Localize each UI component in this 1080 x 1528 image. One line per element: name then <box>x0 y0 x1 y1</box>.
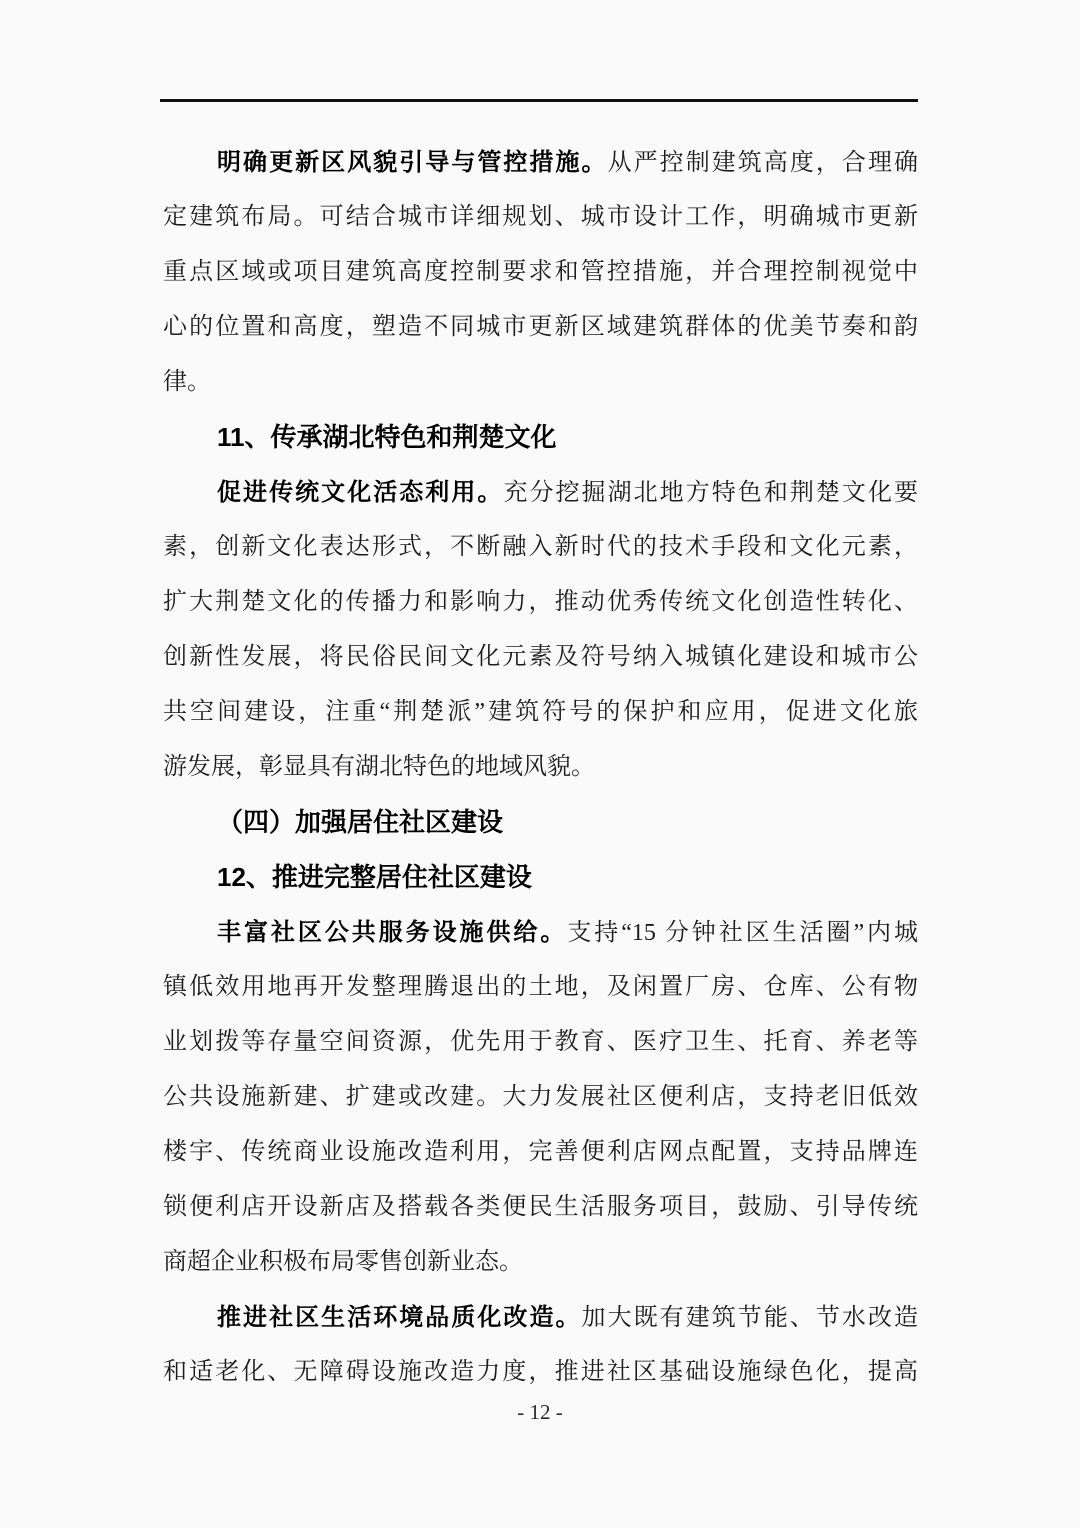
text-line <box>163 1290 918 1345</box>
document-page <box>163 0 918 1400</box>
text-line <box>163 135 918 190</box>
text-line <box>163 1125 918 1180</box>
text-line <box>163 905 918 960</box>
heading-section-11 <box>163 410 918 465</box>
text-line <box>163 1180 918 1235</box>
heading-text: （四）加强居住社区建设 <box>217 807 504 837</box>
line-text: 和适老化、无障碍设施改造力度，推进社区基础设施绿色化，提高 <box>163 1359 918 1385</box>
heading-text: 11、传承湖北特色和荆楚文化 <box>217 422 557 452</box>
lead-in-bold: 明确更新区风貌引导与管控措施。 <box>217 149 608 176</box>
line-text: 业划拨等存量空间资源，优先用于教育、医疗卫生、托育、养老等 <box>163 1029 918 1055</box>
line-text: 商超企业积极布局零售创新业态。 <box>163 1249 523 1275</box>
text-line <box>163 520 918 575</box>
line-text: 心的位置和高度，塑造不同城市更新区域建筑群体的优美节奏和韵 <box>163 314 918 340</box>
line-text: 定建筑布局。可结合城市详细规划、城市设计工作，明确城市更新 <box>163 204 918 230</box>
text-line <box>163 1070 918 1125</box>
text-line <box>163 355 918 410</box>
lead-in-bold: 推进社区生活环境品质化改造。 <box>217 1304 582 1331</box>
heading-subsection-4 <box>163 795 918 850</box>
line-text: 扩大荆楚文化的传播力和影响力，推动优秀传统文化创造性转化、 <box>163 589 918 615</box>
heading-text: 12、推进完整居住社区建设 <box>217 862 532 892</box>
page-number: - 12 - <box>517 1400 563 1424</box>
line-text: 加大既有建筑节能、节水改造 <box>581 1305 919 1331</box>
text-line <box>163 300 918 355</box>
line-text: 游发展，彰显具有湖北特色的地域风貌。 <box>163 754 595 780</box>
lead-in-bold: 促进传统文化活态利用。 <box>217 479 504 506</box>
text-line <box>163 575 918 630</box>
line-text: 创新性发展，将民俗民间文化元素及符号纳入城镇化建设和城市公 <box>163 644 918 670</box>
text-line <box>163 190 918 245</box>
line-text: 共空间建设，注重“荆楚派”建筑符号的保护和应用，促进文化旅 <box>163 699 918 725</box>
text-line <box>163 245 918 300</box>
heading-section-12 <box>163 850 918 905</box>
header-rule <box>160 99 918 102</box>
line-text: 镇低效用地再开发整理腾退出的土地，及闲置厂房、仓库、公有物 <box>163 974 918 1000</box>
line-text: 支持“15 分钟社区生活圈”内城 <box>567 920 919 946</box>
line-text: 律。 <box>163 369 211 395</box>
line-text: 公共设施新建、扩建或改建。大力发展社区便利店，支持老旧低效 <box>163 1084 918 1110</box>
document-body <box>163 135 918 1400</box>
line-text: 从严控制建筑高度，合理确 <box>607 150 919 176</box>
text-line <box>163 1235 918 1290</box>
line-text: 素，创新文化表达形式，不断融入新时代的技术手段和文化元素， <box>163 534 918 560</box>
text-line <box>163 465 918 520</box>
text-line <box>163 630 918 685</box>
text-line <box>163 685 918 740</box>
text-line <box>163 740 918 795</box>
text-line <box>163 1015 918 1070</box>
text-line <box>163 960 918 1015</box>
line-text: 重点区域或项目建筑高度控制要求和管控措施，并合理控制视觉中 <box>163 259 918 285</box>
line-text: 楼宇、传统商业设施改造利用，完善便利店网点配置，支持品牌连 <box>163 1139 918 1165</box>
lead-in-bold: 丰富社区公共服务设施供给。 <box>217 919 568 946</box>
line-text: 锁便利店开设新店及搭载各类便民生活服务项目，鼓励、引导传统 <box>163 1194 918 1220</box>
line-text: 充分挖掘湖北地方特色和荆楚文化要 <box>503 480 919 506</box>
